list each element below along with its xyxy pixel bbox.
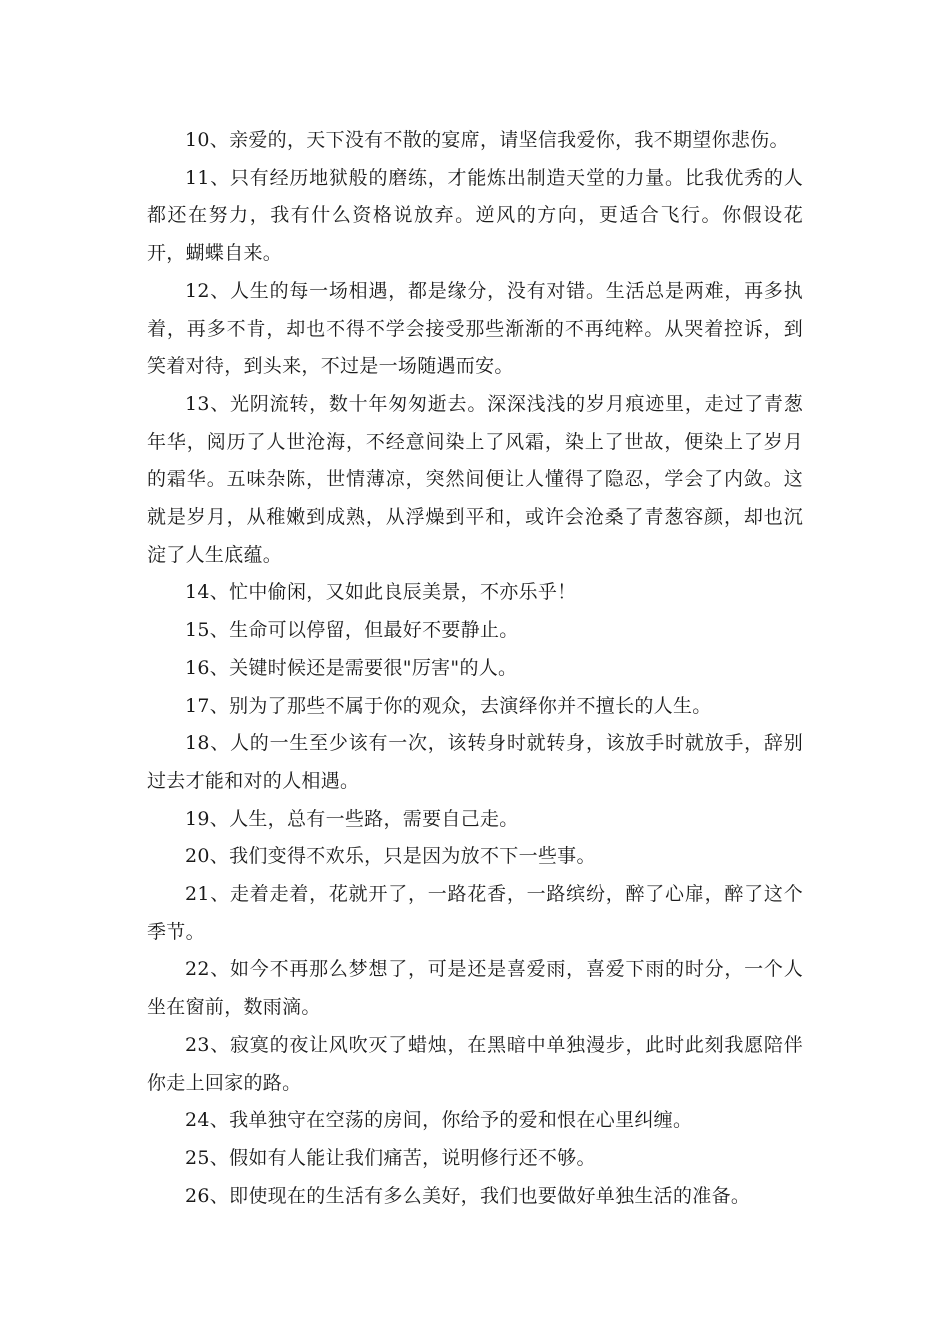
- paragraph-20: 20、我们变得不欢乐，只是因为放不下一些事。: [185, 845, 596, 868]
- document-body: [147, 122, 803, 1215]
- paragraph-19: 19、人生，总有一些路，需要自己走。: [185, 807, 519, 830]
- paragraph-26: 26、即使现在的生活有多么美好，我们也要做好单独生活的准备。: [185, 1184, 751, 1207]
- paragraph-16: 16、关键时候还是需要很"厉害"的人。: [185, 656, 518, 679]
- paragraph-23: 23、寂寞的夜让风吹灭了蜡烛，在黑暗中单独漫步，此时此刻我愿陪伴你走上回家的路。: [147, 1033, 803, 1094]
- paragraph-11: 11、只有经历地狱般的磨练，才能炼出制造天堂的力量。比我优秀的人都还在努力，我有什么资格说放弃。逆风的方向，更适合飞行。你假设花开，蝴蝶自来。: [147, 166, 803, 265]
- paragraph-25: 25、假如有人能让我们痛苦，说明修行还不够。: [185, 1146, 596, 1169]
- paragraph-24: 24、我单独守在空荡的房间，你给予的爱和恨在心里纠缠。: [185, 1109, 693, 1132]
- paragraph-21: 21、走着走着，花就开了，一路花香，一路缤纷，醉了心扉，醉了这个季节。: [147, 883, 803, 943]
- paragraph-15: 15、生命可以停留，但最好不要静止。: [185, 619, 519, 642]
- paragraph-10: 10、亲爱的，天下没有不散的宴席，请坚信我爱你，我不期望你悲伤。: [185, 129, 789, 151]
- paragraph-12: 12、人生的每一场相遇，都是缘分，没有对错。生活总是两难，再多执着，再多不肯，却也不得不学会接受那些渐渐的不再纯粹。从哭着控诉，到笑着对待，到头来，不过是一场随遇而安。: [147, 279, 803, 378]
- paragraph-17: 17、别为了那些不属于你的观众，去演绎你并不擅长的人生。: [185, 694, 712, 717]
- paragraph-13: 13、光阴流转，数十年匆匆逝去。深深浅浅的岁月痕迹里，走过了青葱年华，阅历了人世沧海，不经意间染上了风霜，染上了世故，便染上了岁月的霜华。五味杂陈，世情薄凉，突然间便让人懂得了隐忍，学会了内敛。这就是岁月，从稚嫩到成熟，从浮燥到平和，或许会沧桑了青葱容颜，却也沉淀了人生底蕴。: [147, 392, 803, 566]
- paragraph-14: 14、忙中偷闲，又如此良辰美景，不亦乐乎！: [185, 581, 577, 604]
- paragraph-22: 22、如今不再那么梦想了，可是还是喜爱雨，喜爱下雨的时分，一个人坐在窗前，数雨滴。: [147, 958, 803, 1019]
- paragraph-18: 18、人的一生至少该有一次，该转身时就转身，该放手时就放手，辞别过去才能和对的人相遇。: [147, 732, 803, 792]
